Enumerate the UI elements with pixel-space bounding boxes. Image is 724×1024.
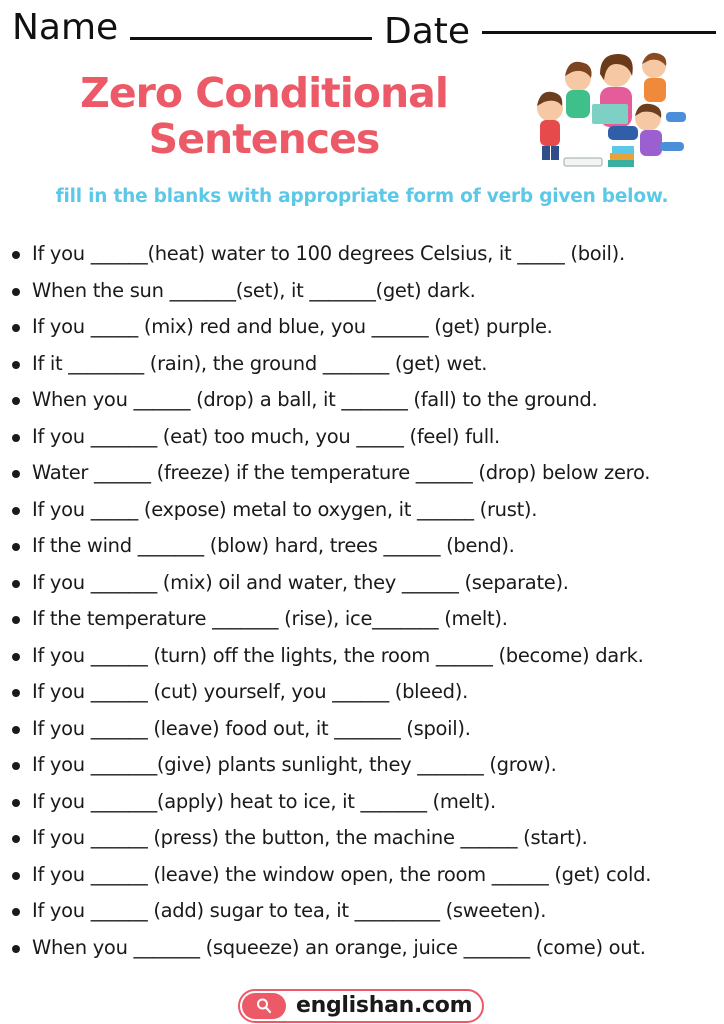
- website-badge[interactable]: [238, 989, 484, 1023]
- website-url: englishan.com: [296, 993, 473, 1018]
- name-blank-line: [130, 37, 372, 40]
- question-item: If you _______ (mix) oil and water, they ______ (separate).: [10, 565, 651, 602]
- question-item: If the wind _______ (blow) hard, trees ______ (bend).: [10, 528, 651, 565]
- question-item: If it ________ (rain), the ground _______ (get) wet.: [10, 346, 651, 383]
- question-item: When you ______ (drop) a ball, it _______ (fall) to the ground.: [10, 382, 651, 419]
- date-blank-line: [482, 31, 716, 34]
- search-icon: [242, 993, 286, 1019]
- title-line-2: Sentences: [148, 115, 380, 163]
- question-item: If you ______ (add) sugar to tea, it _________ (sweeten).: [10, 893, 651, 930]
- name-label: Name: [12, 7, 119, 48]
- question-item: If you _______(apply) heat to ice, it _______ (melt).: [10, 784, 651, 821]
- question-item: If you ______ (press) the button, the machine ______ (start).: [10, 820, 651, 857]
- question-item: If you _______ (eat) too much, you _____ (feel) full.: [10, 419, 651, 456]
- question-item: If you ______(heat) water to 100 degrees Celsius, it _____ (boil).: [10, 236, 651, 273]
- question-item: When the sun _______(set), it _______(get) dark.: [10, 273, 651, 310]
- question-item: If you _______(give) plants sunlight, they _______ (grow).: [10, 747, 651, 784]
- page-title: [14, 70, 514, 162]
- question-list: [10, 236, 651, 966]
- question-item: If you _____ (mix) red and blue, you ______ (get) purple.: [10, 309, 651, 346]
- instruction-text: fill in the blanks with appropriate form of verb given below.: [55, 186, 669, 207]
- question-item: If you ______ (cut) yourself, you ______ (bleed).: [10, 674, 651, 711]
- title-line-1: Zero Conditional: [80, 69, 448, 117]
- question-item: If you _____ (expose) metal to oxygen, it ______ (rust).: [10, 492, 651, 529]
- header: [12, 6, 716, 50]
- question-item: If the temperature _______ (rise), ice_______ (melt).: [10, 601, 651, 638]
- question-item: Water ______ (freeze) if the temperature ______ (drop) below zero.: [10, 455, 651, 492]
- children-reading-illustration: [528, 50, 698, 180]
- question-item: If you ______ (leave) the window open, the room ______ (get) cold.: [10, 857, 651, 894]
- question-item: If you ______ (turn) off the lights, the room ______ (become) dark.: [10, 638, 651, 675]
- date-label: Date: [384, 11, 471, 52]
- question-item: When you _______ (squeeze) an orange, juice _______ (come) out.: [10, 930, 651, 967]
- question-item: If you ______ (leave) food out, it _______ (spoil).: [10, 711, 651, 748]
